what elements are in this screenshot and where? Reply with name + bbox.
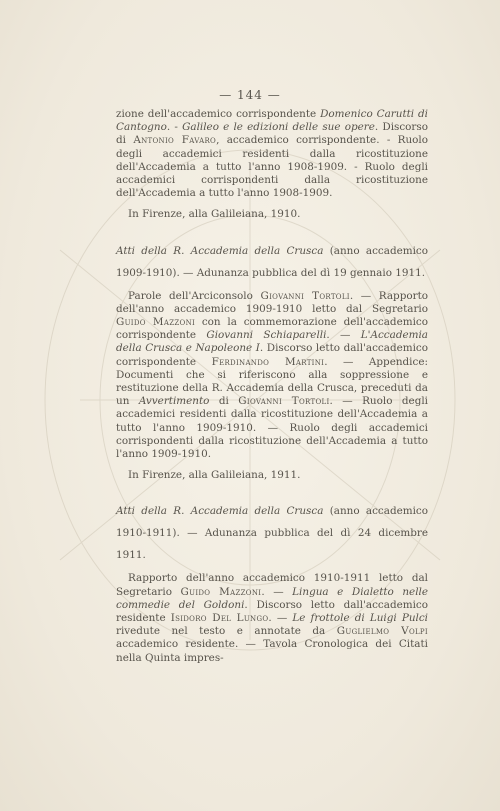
text-run: . — Rapporto dell'anno accademico 1909-1910 letto dal Segretario [116,289,429,315]
text-run: Rapporto dell'anno accademico 1910-1911 letto dal Segretario [116,572,428,598]
work-title: Lingua e Dialetto nelle commedie del Goldoni [116,585,428,611]
text-run: . — [261,585,293,598]
text-run: . Discorso letto dall'accademico corrispondente [116,342,428,368]
author-name: Guido Mazzoni [180,585,262,598]
text-run: . — Ruolo degli accademici residenti dalla ricostituzione dell'Accademia a tutto l'anno 1909-1910. — Ruolo degli accademici corrispondenti dalla ricostituzione dell'Accademia a tutto l'anno 1909-1910. [116,395,428,461]
text-run: con la commemorazione dell'accademico corrispondente [116,316,428,342]
publication-title: Atti della R. Accademia della Crusca [116,505,324,518]
text-run: . — [326,329,361,342]
text-run: . - [166,121,183,134]
author-name: Guido Mazzoni [116,316,196,329]
author-name: Isidoro Del Lungo [170,612,269,625]
author-name: Giovanni Tortoli [238,395,330,408]
work-title: Le frottole di Luigi Pulci [292,612,428,625]
author-name: Domenico Carutti di Cantogno [116,108,428,134]
author-name: Guglielmo Volpi [336,625,429,638]
imprint-line: In Firenze, alla Galileiana, 1910. [128,208,301,221]
work-title: L'Accademia della Crusca e Napoleone I [116,329,428,355]
entry-continuation [116,108,428,200]
text-run: (anno accademico 1910-1911). — Adunanza pubblica del dì 24 dicembre 1911. [116,505,428,562]
imprint-line: In Firenze, alla Galileiana, 1911. [128,469,301,482]
text-run: rivedute nel testo e annotate da [116,625,337,638]
author-name: Giovanni Schiaparelli [206,329,327,342]
page-body [116,108,428,665]
text-run: accademico residente. — Tavola Cronologica dei Citati nella Quinta impres- [116,638,428,664]
entry-heading [116,240,428,284]
work-title: Galileo e le edizioni delle sue opere [182,121,375,134]
entry-contents [116,290,428,462]
work-title: Avvertimento [138,395,210,408]
author-name: Giovanni Tortoli [260,289,350,302]
text-run: , accademico corrispondente. - Ruolo degli accademici residenti dalla ricostituzione dell'Accademia a tutto l'anno 1908-1909. - Ruolo degli accademici corrispondenti dalla ricostituzione dell'Accademia a tutto l'anno 1908-1909. [116,134,429,200]
author-name: Ferdinando Martini [211,355,325,368]
entry-heading [116,500,428,566]
text-run: (anno accademico 1909-1910). — Adunanza pubblica del dì 19 gennaio 1911. [116,244,428,279]
text-run: . Discorso di [116,121,428,147]
text-run: . — Appendice: Documenti che si riferiscono alla soppressione e restituzione della R. Accademia della Crusca, preceduti da un [116,355,428,408]
text-run: zione dell'accademico corrispondente [116,108,321,120]
text-run: Parole dell'Arciconsolo [128,289,261,302]
entry-contents [116,572,428,664]
publication-title: Atti della R. Accademia della Crusca [116,244,324,257]
text-run: di [209,395,239,408]
page-number: — 144 — [219,88,281,102]
text-run: . — [268,612,293,625]
author-name: Antonio Favaro [133,134,217,147]
text-run: . Discorso letto dall'accademico residente [116,598,428,625]
